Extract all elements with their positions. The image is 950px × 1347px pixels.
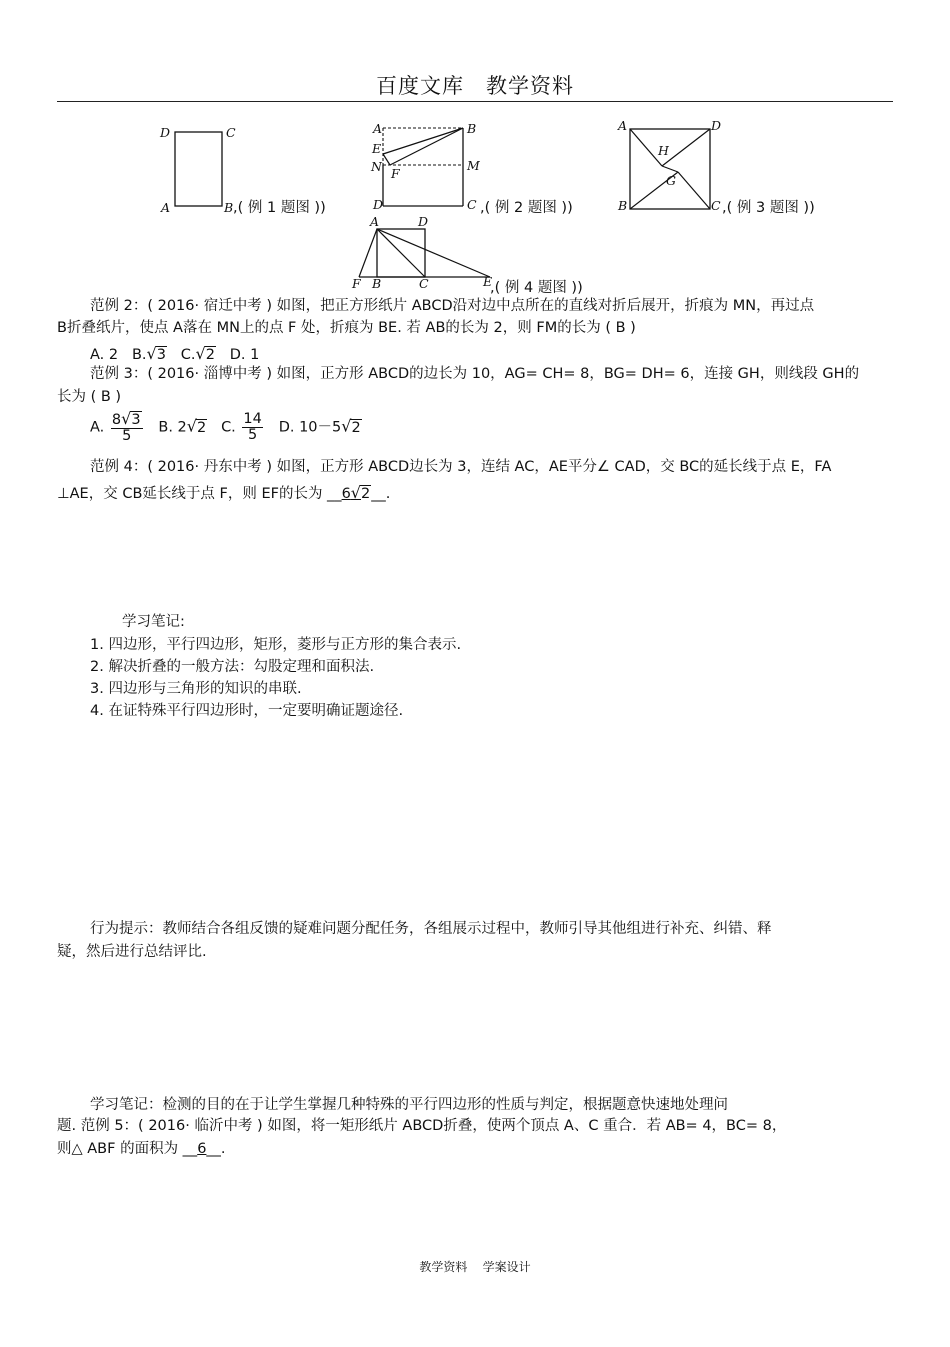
ex2-option-b: B. bbox=[131, 347, 147, 363]
figure-example-3 bbox=[610, 116, 725, 216]
fig3-label-b: B bbox=[618, 198, 628, 213]
ex2-option-a: A. 2 bbox=[90, 347, 119, 363]
fig4-label-c: C bbox=[419, 276, 429, 291]
ex2-line1: 范例 2：( 2016· 宿迁中考 ) 如图，把正方形纸片 ABCD沿对边中点所在的直线对折后展开，折痕为 MN，再过点 bbox=[90, 298, 815, 314]
behavior-line1: 行为提示：教师结合各组反馈的疑难问题分配任务，各组展示过程中，教师引导其他组进行补充、纠错、释 bbox=[90, 921, 772, 937]
notes1-item-1: 1. 四边形，平行四边形，矩形，菱形与正方形的集合表示. bbox=[90, 637, 462, 653]
ex3-option-a: A. bbox=[90, 419, 105, 436]
ex3-option-d: D. 10－5 bbox=[278, 419, 342, 436]
footer-left: 教学资料 bbox=[419, 1260, 468, 1274]
notes2-line3 bbox=[57, 1139, 226, 1160]
notes1-title: 学习笔记: bbox=[122, 614, 185, 630]
fig2-caption: ,( 例 2 题图 )) bbox=[480, 200, 573, 216]
ex3-options: A. $\frac{8√3}{5}$ B. 2√2 C. $\frac{14}{5}$ D. 10－5√2 bbox=[90, 409, 361, 444]
fig2-label-m: M bbox=[467, 158, 480, 173]
footer-right: 学案设计 bbox=[482, 1260, 531, 1274]
header-title-left: 百度文库 bbox=[376, 74, 464, 98]
fig2-label-e: E bbox=[372, 141, 382, 156]
ex3-option-c-numerator: 14 bbox=[243, 411, 262, 427]
notes2-line2: 题. 范例 5：( 2016· 临沂中考 ) 如图，将一矩形纸片 ABCD折叠，使两个顶点 A、C 重合．若 AB= 4，BC= 8， bbox=[57, 1118, 787, 1134]
notes2-line1: 学习笔记：检测的目的在于让学生掌握几种特殊的平行四边形的性质与判定，根据题意快速地处理问 bbox=[90, 1097, 728, 1113]
ex3-option-c: C. bbox=[221, 419, 236, 436]
ex4-line1: 范例 4：( 2016· 丹东中考 ) 如图，正方形 ABCD边长为 3，连结 AC，AE平分∠ CAD，交 BC的延长线于点 E，FA bbox=[90, 459, 832, 475]
fig1-label-b: B bbox=[224, 200, 234, 215]
ex3-option-c-denominator: 5 bbox=[248, 427, 258, 443]
fig3-caption: ,( 例 3 题图 )) bbox=[722, 200, 815, 216]
fig1-caption: ,( 例 1 题图 )) bbox=[233, 200, 326, 216]
ex4-answer-radicand: 2 bbox=[361, 486, 371, 502]
ex5-answer: 6 bbox=[197, 1141, 207, 1157]
ex5-question-text: 则△ ABF 的面积为 __ bbox=[57, 1141, 198, 1157]
notes1-item-4: 4. 在证特殊平行四边形时，一定要明确证题途径. bbox=[90, 703, 404, 719]
ex3-option-c-fraction bbox=[242, 412, 262, 443]
ex4-answer-value: 6 bbox=[341, 486, 351, 502]
fig3-label-c: C bbox=[711, 198, 721, 213]
fig2-label-c: C bbox=[467, 197, 477, 212]
ex3-option-a-radicand: 3 bbox=[131, 412, 141, 428]
fig3-label-h: H bbox=[658, 143, 669, 158]
ex3-line1: 范例 3：( 2016· 淄博中考 ) 如图，正方形 ABCD的边长为 10，AG= CH= 8，BG= DH= 6，连接 GH，则线段 GH的 bbox=[90, 366, 860, 382]
ex3-line2: 长为 ( B ) bbox=[57, 389, 122, 405]
fig4-label-d: D bbox=[418, 214, 429, 229]
ex2-option-c: C. bbox=[180, 347, 196, 363]
fig4-label-f: F bbox=[352, 276, 361, 291]
ex4-line2-text: ⊥AE，交 CB延长线于点 F，则 EF的长为 __ bbox=[57, 486, 342, 502]
notes1-item-3: 3. 四边形与三角形的知识的串联. bbox=[90, 681, 302, 697]
ex2-option-d: D. 1 bbox=[229, 347, 260, 363]
fig3-label-d: D bbox=[711, 118, 722, 133]
fig1-label-c: C bbox=[226, 125, 236, 140]
behavior-line2: 疑，然后进行总结评比. bbox=[57, 944, 207, 960]
ex2-option-b-radicand: 3 bbox=[156, 347, 166, 363]
page-header bbox=[0, 70, 950, 100]
ex2-line2: B折叠纸片，使点 A落在 MN上的点 F 处，折痕为 BE. 若 AB的长为 2，则 FM的长为 ( B ) bbox=[57, 320, 636, 336]
ex4-line2-end: __. bbox=[371, 486, 391, 502]
fig3-label-a: A bbox=[618, 118, 628, 133]
page-footer bbox=[0, 1258, 950, 1275]
ex3-option-b-radicand: 2 bbox=[197, 419, 207, 436]
fig2-label-f: F bbox=[391, 166, 400, 181]
fig3-label-g: G bbox=[666, 173, 676, 188]
fig2-label-a: A bbox=[373, 121, 383, 136]
header-title-right: 教学资料 bbox=[486, 74, 574, 98]
fig4-label-e: E bbox=[483, 274, 493, 289]
fig2-label-d: D bbox=[373, 197, 384, 212]
fig2-label-n: N bbox=[371, 159, 382, 174]
fig1-label-a: A bbox=[161, 200, 171, 215]
ex3-option-a-numerator: 8 bbox=[111, 412, 122, 428]
ex4-answer: 6√2 bbox=[341, 483, 371, 502]
ex3-option-d-radicand: 2 bbox=[351, 419, 361, 436]
ex3-option-b: B. 2 bbox=[158, 419, 187, 436]
ex3-option-a-denominator: 5 bbox=[122, 428, 132, 444]
ex3-option-a-fraction: $\frac{8√3}{5}$ bbox=[111, 409, 141, 444]
ex2-option-c-radicand: 2 bbox=[205, 347, 215, 363]
figure-example-4 bbox=[345, 212, 500, 292]
fig4-label-b: B bbox=[372, 276, 382, 291]
fig4-caption: ,( 例 4 题图 )) bbox=[490, 280, 583, 296]
ex5-question-end: __. bbox=[206, 1141, 226, 1157]
fig1-label-d: D bbox=[160, 125, 171, 140]
ex4-line2 bbox=[57, 482, 390, 505]
header-rule bbox=[57, 101, 893, 102]
figure-example-2 bbox=[365, 118, 490, 216]
fig2-label-b: B bbox=[467, 121, 477, 136]
notes1-item-2: 2. 解决折叠的一般方法：勾股定理和面积法. bbox=[90, 659, 375, 675]
fig4-label-a: A bbox=[370, 214, 380, 229]
ex2-options: A. 2 B.√3 C.√2 D. 1 bbox=[90, 344, 260, 363]
